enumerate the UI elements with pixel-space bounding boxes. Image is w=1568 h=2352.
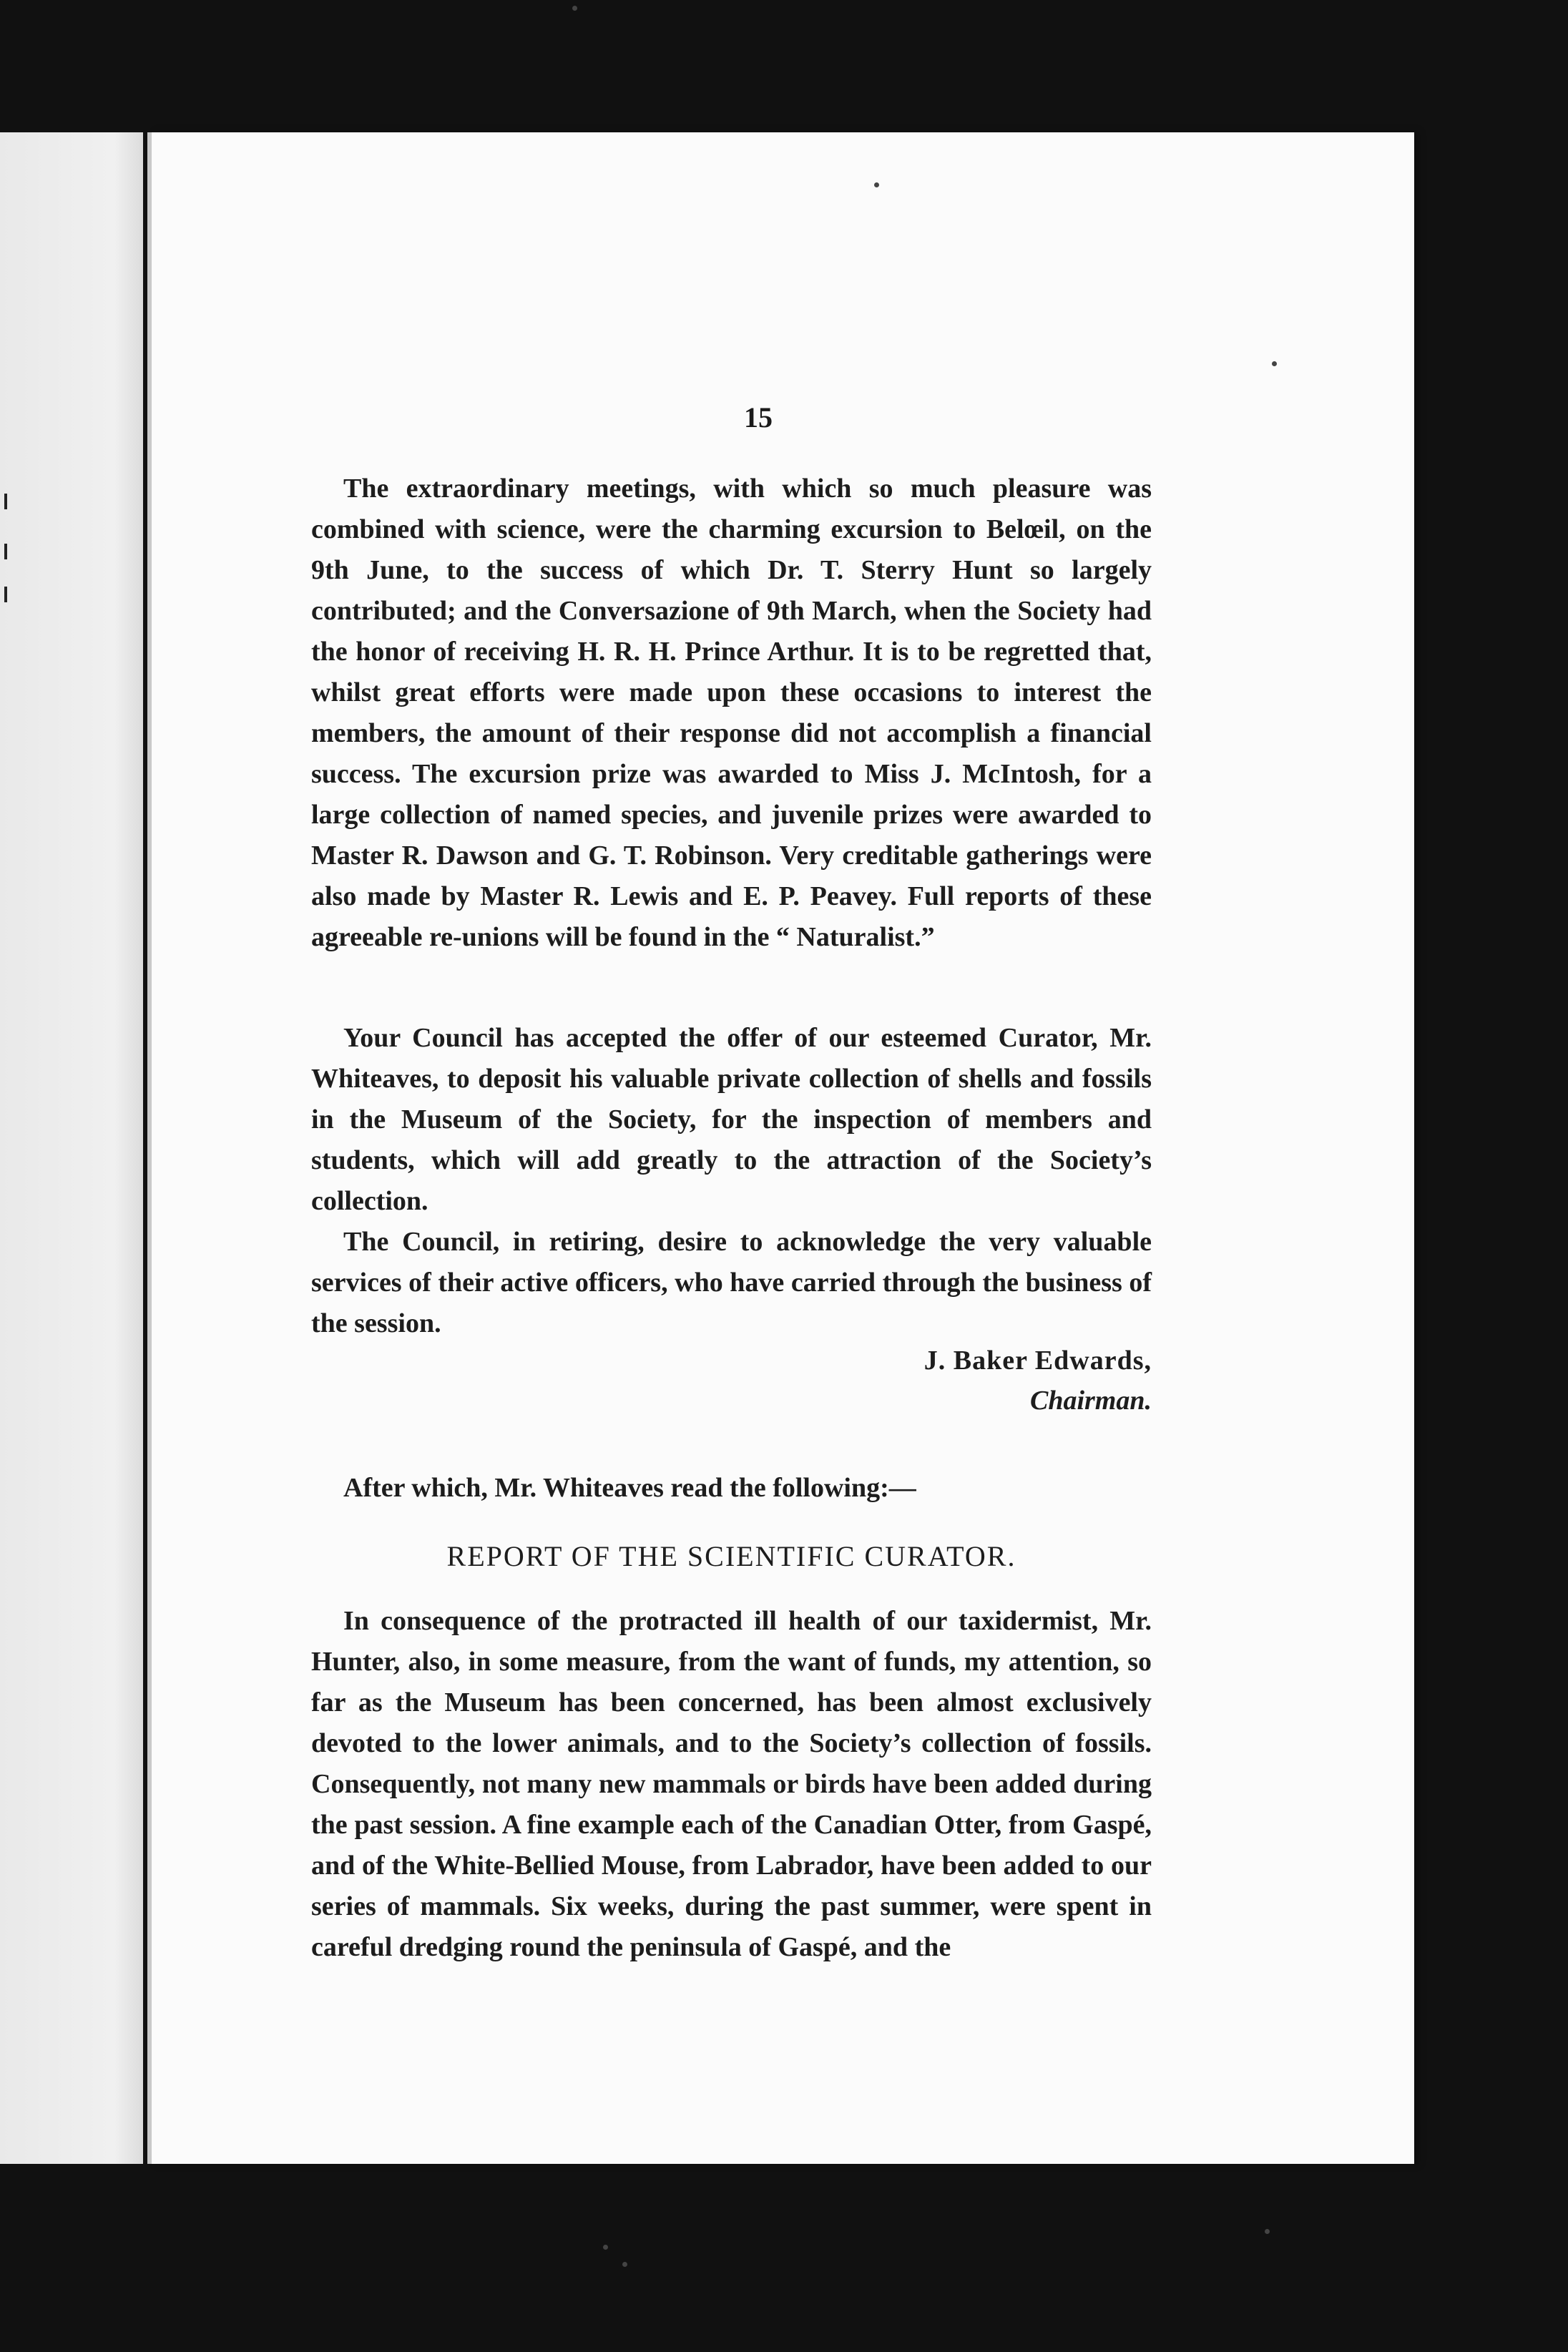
margin-mark bbox=[4, 587, 7, 602]
dust-speck bbox=[874, 182, 879, 187]
facing-page-edge bbox=[0, 132, 143, 2164]
section-heading: REPORT OF THE SCIENTIFIC CURATOR. bbox=[446, 1540, 1016, 1572]
margin-mark bbox=[4, 494, 7, 509]
page-number: 15 bbox=[744, 401, 773, 433]
dust-speck bbox=[1272, 361, 1277, 366]
paragraph-curator-report: In consequence of the protracted ill health of our taxidermist, Mr. Hunter, also, in some measure, from the want of funds, my attention, so far as the Museum has been concerned, has been almost exclusively devoted to the lower animals, and to the Society’s collection of fossils. Consequently, not many new mammals or birds have been added during the past session. A fine example each of the Canadian Otter, from Gaspé, and of the White-Bellied Mouse, from Labrador, have been added to our series of mammals. Six weeks, during the past summer, were spent in careful dredging round the peninsula of Gaspé, and the bbox=[311, 1606, 1152, 1962]
dust-speck bbox=[622, 2262, 627, 2267]
dust-speck bbox=[1265, 2229, 1270, 2234]
margin-mark bbox=[4, 544, 7, 559]
dust-speck bbox=[603, 2245, 608, 2250]
paragraph-extraordinary-meetings: The extraordinary meetings, with which so much pleasure was combined with science, were the charming excursion to Belœil, on the 9th June, to the success of which Dr. T. Sterry Hunt so largely contributed; and the Conversazione of 9th March, when the Society had the honor of receiving H. R. H. Prince Arthur. It is to be regretted that, whilst great efforts were made upon these occasions to interest the members, the amount of their response did not accomplish a financial success. The excursion prize was awarded to Miss J. McIntosh, for a large collection of named species, and juvenile prizes were awarded to Master R. Dawson and G. T. Robinson. Very creditable gatherings were also made by Master R. Lewis and E. P. Peavey. Full reports of these agreeable re-unions will be found in the “ Naturalist.” bbox=[311, 474, 1152, 952]
paragraph-council-retiring: The Council, in retiring, desire to acknowledge the very valuable services of their active officers, who have carried through the business of the session. bbox=[311, 1227, 1152, 1338]
signature-title: Chairman. bbox=[1029, 1386, 1152, 1416]
dust-speck bbox=[572, 6, 577, 11]
signature-name: J. Baker Edwards, bbox=[923, 1346, 1152, 1376]
transition-line: After which, Mr. Whiteaves read the following:— bbox=[343, 1473, 916, 1503]
paragraph-curator-collection: Your Council has accepted the offer of our esteemed Curator, Mr. Whiteaves, to deposit his valuable private collection of shells and fossils in the Museum of the Society, for the inspection of members and students, which will add greatly to the attraction of the Society’s collection. bbox=[311, 1023, 1152, 1216]
